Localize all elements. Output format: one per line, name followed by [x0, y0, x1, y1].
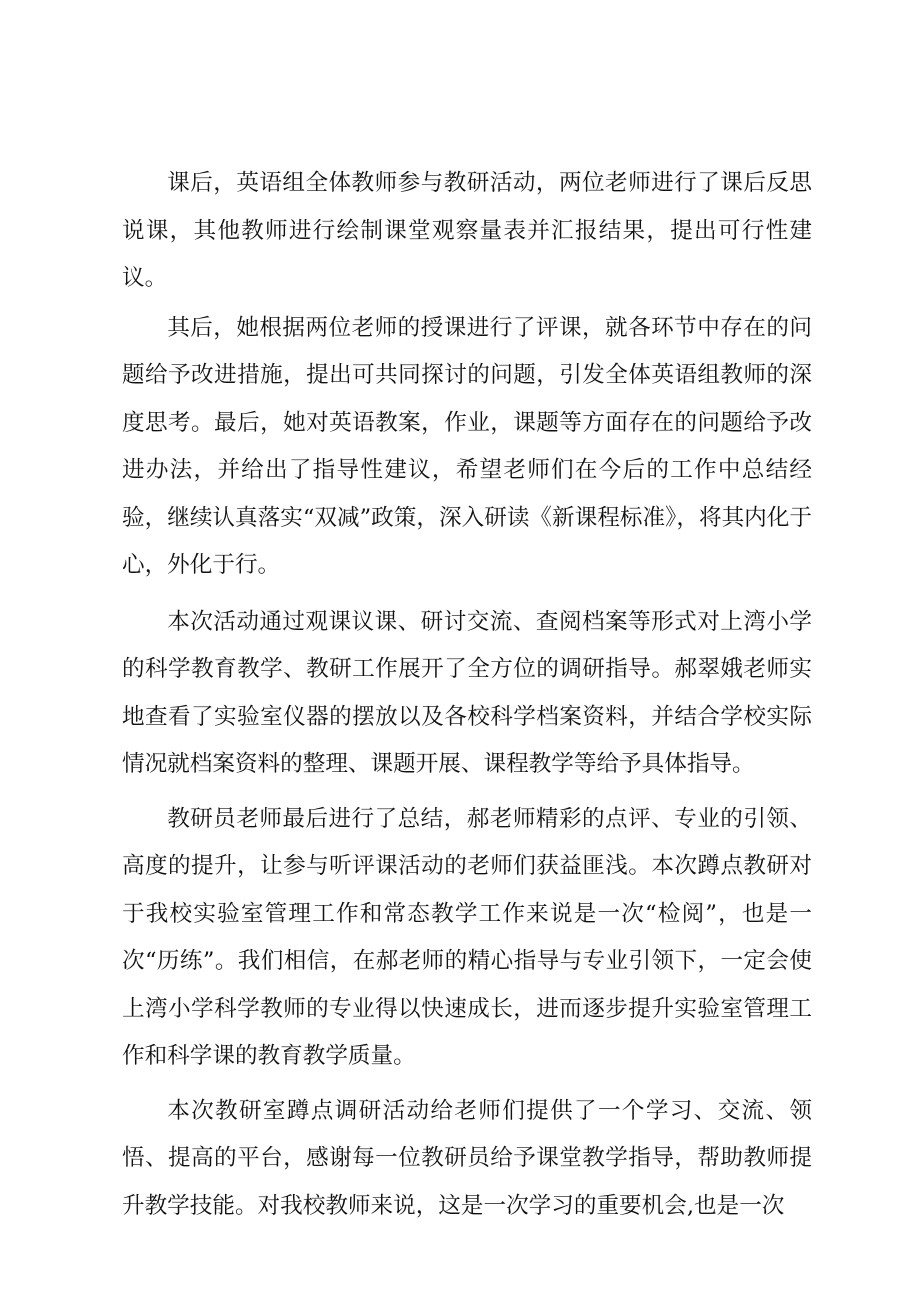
paragraph-closing: 本次教研室蹲点调研活动给老师们提供了一个学习、交流、领悟、提高的平台，感谢每一位教研员给予课堂教学指导，帮助教师提升教学技能。对我校教师来说，这是一次学习的重要机会,也是一次: [122, 1097, 812, 1219]
paragraph-post-class-reflection: 课后，英语组全体教师参与教研活动，两位老师进行了课后反思说课，其他教师进行绘制课堂观察量表并汇报结果，提出可行性建议。: [122, 170, 812, 291]
paragraph-activity-overview: 本次活动通过观课议课、研讨交流、查阅档案等形式对上湾小学的科学教育教学、教研工作展开了全方位的调研指导。郝翠娥老师实地查看了实验室仪器的摆放以及各校科学档案资料，并结合学校实际情况就档案资料的整理、课题开展、课程教学等给予具体指导。: [122, 608, 812, 777]
paragraph-summary: 教研员老师最后进行了总结，郝老师精彩的点评、专业的引领、高度的提升，让参与听评课活动的老师们获益匪浅。本次蹲点教研对于我校实验室管理工作和常态教学工作来说是一次“检阅”，也是一次“历练”。我们相信，在郝老师的精心指导与专业引领下，一定会使上湾小学科学教师的专业得以快速成长，进而逐步提升实验室管理工作和科学课的教育教学质量。: [122, 805, 812, 1069]
paragraph-lesson-evaluation: 其后，她根据两位老师的授课进行了评课，就各环节中存在的问题给予改进措施，提出可共同探讨的问题，引发全体英语组教师的深度思考。最后，她对英语教案，作业，课题等方面存在的问题给予改进办法，并给出了指导性建议，希望老师们在今后的工作中总结经验，继续认真落实“双减”政策，深入研读《新课程标准》，将其内化于心，外化于行。: [122, 314, 812, 578]
document-body: [122, 160, 812, 1230]
